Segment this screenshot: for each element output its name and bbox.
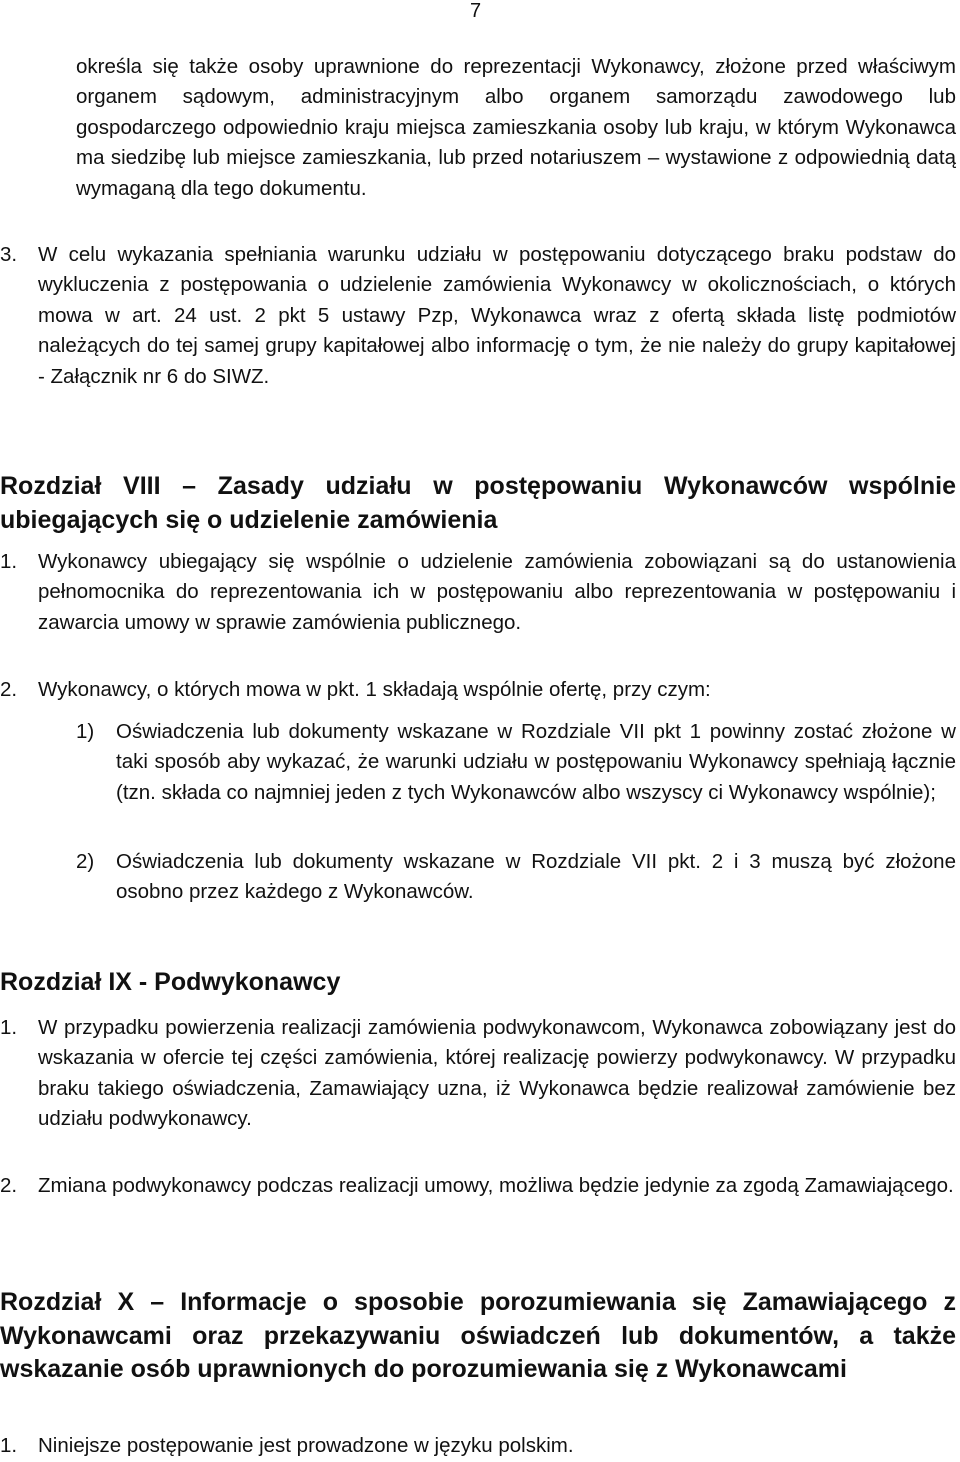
chapter-9-heading: Rozdział IX - Podwykonawcy	[0, 968, 341, 996]
list-item-number: 3.	[0, 243, 18, 266]
list-item-text: W przypadku powierzenia realizacji zamówienia podwykonawcom, Wykonawca zobowiązany jest do wskazania w ofercie tej części zamówienia, której realizację powierzy podwykonawcy. W przypadku braku takiego oświadczenia, Zamawiający uzna, iż Wykonawca będzie realizował zamówienie bez udziału podwykonawcy.	[38, 1016, 956, 1131]
sublist-item-text: Oświadczenia lub dokumenty wskazane w Rozdziale VII pkt 1 powinny zostać złożone w taki sposób aby wykazać, że warunki udziału w postępowaniu Wykonawcy spełniają łącznie (tzn. składa co najmniej jeden z tych Wykonawców albo wszyscy ci Wykonawcy wspólnie);	[116, 720, 956, 804]
list-item-text: Niniejsze postępowanie jest prowadzone w języku polskim.	[38, 1434, 574, 1457]
list-item-text: Wykonawcy ubiegający się wspólnie o udzielenie zamówienia zobowiązani są do ustanowienia pełnomocnika do reprezentowania ich w postępowaniu albo reprezentowania w postępowaniu i zawarcia umowy w sprawie zamówienia publicznego.	[38, 550, 956, 634]
list-item-number: 1.	[0, 1434, 18, 1457]
chapter-8-heading: Rozdział VIII – Zasady udziału w postępowaniu Wykonawców wspólnie ubiegających się o udzielenie zamówienia	[0, 472, 956, 534]
chapter-10-item-1	[0, 1431, 956, 1461]
chapter-8-subitem-2	[76, 847, 956, 908]
page-number: 7	[470, 0, 482, 22]
intro-paragraph-text: określa się także osoby uprawnione do reprezentacji Wykonawcy, złożone przed właściwym organem sądowym, administracyjnym albo organem samorządu zawodowego lub gospodarczego odpowiednio kraju miejsca zamieszkania osoby lub kraju, w którym Wykonawca ma siedzibę lub miejsce zamieszkania, lub przed notariuszem – wystawione z odpowiednią datą wymaganą dla tego dokumentu.	[76, 55, 956, 200]
chapter-8-item-2	[0, 675, 956, 705]
chapter-8-item-1	[0, 547, 956, 638]
chapter-8-subitem-1	[76, 717, 956, 808]
list-item-text: Zmiana podwykonawcy podczas realizacji umowy, możliwa będzie jedynie za zgodą Zamawiającego.	[38, 1174, 954, 1197]
chapter-9-item-1	[0, 1013, 956, 1135]
intro-paragraph	[76, 52, 956, 204]
chapter-10-heading: Rozdział X – Informacje o sposobie porozumiewania się Zamawiającego z Wykonawcami oraz przekazywaniu oświadczeń lub dokumentów, a także wskazanie osób uprawnionych do porozumiewania się z Wykonawcami	[0, 1288, 956, 1383]
sublist-item-text: Oświadczenia lub dokumenty wskazane w Rozdziale VII pkt. 2 i 3 muszą być złożone osobno przez każdego z Wykonawców.	[116, 850, 956, 904]
list-item-3	[0, 240, 956, 392]
sublist-item-number: 1)	[76, 720, 95, 743]
sublist-item-number: 2)	[76, 850, 95, 873]
list-item-number: 1.	[0, 1016, 18, 1039]
list-item-text: W celu wykazania spełniania warunku udziału w postępowaniu dotyczącego braku podstaw do wykluczenia z postępowania o udzielenie zamówienia Wykonawcy w okolicznościach, o których mowa w art. 24 ust. 2 pkt 5 ustawy Pzp, Wykonawca wraz z ofertą składa listę podmiotów należących do tej samej grupy kapitałowej albo informację o tym, że nie należy do grupy kapitałowej - Załącznik nr 6 do SIWZ.	[38, 243, 956, 388]
list-item-number: 2.	[0, 1174, 18, 1197]
list-item-number: 1.	[0, 550, 18, 573]
list-item-number: 2.	[0, 678, 18, 701]
list-item-text: Wykonawcy, o których mowa w pkt. 1 składają wspólnie ofertę, przy czym:	[38, 678, 711, 701]
chapter-9-item-2	[0, 1171, 956, 1201]
